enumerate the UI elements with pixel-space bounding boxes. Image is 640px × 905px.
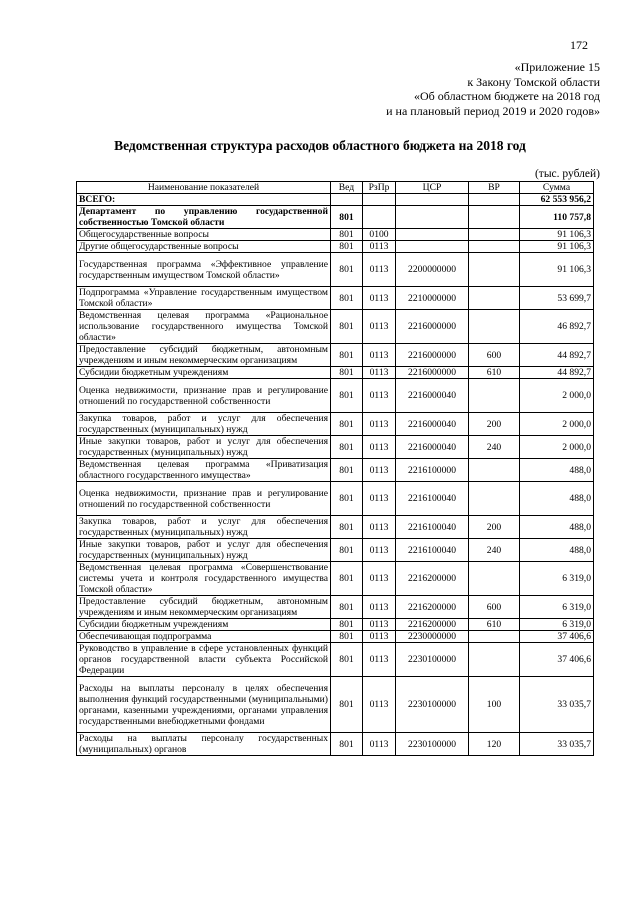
budget-table [76, 181, 594, 756]
cell-name: Расходы на выплаты персоналу в целях обеспечения выполнения функций государственными (муниципальными) органами, казенными учреждениями, органами управления государственными внебюджетными фондами [77, 677, 331, 733]
appendix-line: и на плановый период 2019 и 2020 годов» [386, 103, 600, 118]
cell-rzpr: 0100 [363, 229, 396, 241]
cell-ved: 801 [331, 344, 363, 367]
cell-name: Государственная программа «Эффективное управление государственным имуществом Томской области» [77, 253, 331, 287]
cell-vr: 600 [469, 344, 520, 367]
cell-rzpr: 0113 [363, 677, 396, 733]
cell-csr: 2216100040 [396, 516, 469, 539]
cell-vr: 120 [469, 733, 520, 756]
page-number: 172 [570, 38, 588, 52]
cell-rzpr: 0113 [363, 539, 396, 562]
appendix-line: «Об областном бюджете на 2018 год [414, 89, 600, 103]
cell-sum: 91 106,3 [520, 241, 594, 253]
cell-rzpr: 0113 [363, 413, 396, 436]
cell-ved: 801 [331, 310, 363, 344]
header-vr: ВР [469, 182, 520, 194]
cell-rzpr: 0113 [363, 596, 396, 619]
cell-vr [469, 562, 520, 596]
cell-sum: 6 319,0 [520, 596, 594, 619]
header-sum: Сумма [520, 182, 594, 194]
cell-ved: 801 [331, 413, 363, 436]
cell-csr: 2216200000 [396, 619, 469, 631]
table-row [77, 733, 594, 756]
cell-sum: 6 319,0 [520, 619, 594, 631]
table-row [77, 344, 594, 367]
cell-sum: 2 000,0 [520, 379, 594, 413]
table-row [77, 287, 594, 310]
cell-rzpr: 0113 [363, 436, 396, 459]
cell-csr: 2216100040 [396, 539, 469, 562]
cell-csr: 2216100040 [396, 482, 469, 516]
cell-ved: 801 [331, 287, 363, 310]
cell-vr: 610 [469, 619, 520, 631]
cell-rzpr: 0113 [363, 516, 396, 539]
cell-csr: 2230000000 [396, 631, 469, 643]
cell-name: Оценка недвижимости, признание прав и регулирование отношений по государственной собственности [77, 482, 331, 516]
cell-name: Ведомственная целевая программа «Рациональное использование государственного имущества Томской области» [77, 310, 331, 344]
cell-ved: 801 [331, 631, 363, 643]
cell-sum: 488,0 [520, 459, 594, 482]
table-row [77, 241, 594, 253]
cell-vr [469, 643, 520, 677]
cell-name: Расходы на выплаты персоналу государственных (муниципальных) органов [77, 733, 331, 756]
cell-sum: 46 892,7 [520, 310, 594, 344]
cell-sum: 62 553 956,2 [520, 194, 594, 206]
cell-csr: 2210000000 [396, 287, 469, 310]
cell-sum: 6 319,0 [520, 562, 594, 596]
cell-vr [469, 241, 520, 253]
cell-rzpr: 0113 [363, 253, 396, 287]
cell-vr: 200 [469, 516, 520, 539]
cell-rzpr: 0113 [363, 631, 396, 643]
cell-rzpr: 0113 [363, 344, 396, 367]
cell-name: Другие общегосударственные вопросы [77, 241, 331, 253]
cell-name: Закупка товаров, работ и услуг для обеспечения государственных (муниципальных) нужд [77, 516, 331, 539]
document-title: Ведомственная структура расходов областного бюджета на 2018 год [114, 138, 526, 153]
table-row [77, 459, 594, 482]
appendix-line: к Закону Томской области [467, 74, 600, 89]
cell-name: Департамент по управлению государственной собственностью Томской области [77, 206, 331, 229]
cell-ved [331, 194, 363, 206]
table-row [77, 194, 594, 206]
cell-csr: 2216000000 [396, 367, 469, 379]
cell-vr: 200 [469, 413, 520, 436]
header-rzpr: РзПр [363, 182, 396, 194]
cell-ved: 801 [331, 677, 363, 733]
cell-sum: 91 106,3 [520, 229, 594, 241]
cell-sum: 488,0 [520, 516, 594, 539]
table-row [77, 643, 594, 677]
cell-csr [396, 229, 469, 241]
cell-csr: 2216000040 [396, 379, 469, 413]
cell-ved: 801 [331, 516, 363, 539]
cell-ved: 801 [331, 367, 363, 379]
cell-vr [469, 194, 520, 206]
cell-name: Предоставление субсидий бюджетным, автономным учреждениям и иным некоммерческим организациям [77, 596, 331, 619]
cell-name: Субсидии бюджетным учреждениям [77, 367, 331, 379]
cell-csr [396, 241, 469, 253]
cell-ved: 801 [331, 596, 363, 619]
cell-csr: 2216100000 [396, 459, 469, 482]
cell-rzpr: 0113 [363, 562, 396, 596]
table-row [77, 482, 594, 516]
cell-sum: 488,0 [520, 539, 594, 562]
cell-rzpr: 0113 [363, 310, 396, 344]
cell-rzpr: 0113 [363, 459, 396, 482]
cell-ved: 801 [331, 229, 363, 241]
cell-sum: 91 106,3 [520, 253, 594, 287]
cell-ved: 801 [331, 379, 363, 413]
cell-rzpr: 0113 [363, 287, 396, 310]
table-row [77, 619, 594, 631]
cell-ved: 801 [331, 562, 363, 596]
cell-vr: 100 [469, 677, 520, 733]
cell-rzpr: 0113 [363, 733, 396, 756]
table-row [77, 436, 594, 459]
header-csr: ЦСР [396, 182, 469, 194]
cell-vr [469, 287, 520, 310]
cell-vr [469, 631, 520, 643]
cell-sum: 53 699,7 [520, 287, 594, 310]
header-name: Наименование показателей [77, 182, 331, 194]
cell-name: Иные закупки товаров, работ и услуг для обеспечения государственных (муниципальных) нужд [77, 539, 331, 562]
cell-rzpr: 0113 [363, 643, 396, 677]
cell-rzpr: 0113 [363, 241, 396, 253]
table-row [77, 631, 594, 643]
cell-name: Подпрограмма «Управление государственным имуществом Томской области» [77, 287, 331, 310]
cell-rzpr: 0113 [363, 482, 396, 516]
cell-sum: 2 000,0 [520, 436, 594, 459]
cell-rzpr [363, 206, 396, 229]
cell-sum: 37 406,6 [520, 631, 594, 643]
cell-ved: 801 [331, 619, 363, 631]
cell-csr: 2200000000 [396, 253, 469, 287]
cell-name: Иные закупки товаров, работ и услуг для обеспечения государственных (муниципальных) нужд [77, 436, 331, 459]
cell-ved: 801 [331, 733, 363, 756]
cell-name: Ведомственная целевая программа «Совершенствование системы учета и контроля государственного имущества Томской области» [77, 562, 331, 596]
cell-vr [469, 310, 520, 344]
cell-vr [469, 379, 520, 413]
table-row [77, 253, 594, 287]
cell-name: Предоставление субсидий бюджетным, автономным учреждениям и иным некоммерческим организациям [77, 344, 331, 367]
cell-vr [469, 482, 520, 516]
cell-sum: 37 406,6 [520, 643, 594, 677]
units-label: (тыс. рублей) [534, 168, 600, 180]
cell-name: Ведомственная целевая программа «Приватизация областного государственного имущества» [77, 459, 331, 482]
cell-vr [469, 206, 520, 229]
cell-csr: 2216000000 [396, 310, 469, 344]
cell-ved: 801 [331, 206, 363, 229]
cell-csr: 2230100000 [396, 733, 469, 756]
cell-csr [396, 206, 469, 229]
cell-ved: 801 [331, 459, 363, 482]
cell-sum: 33 035,7 [520, 733, 594, 756]
table-row [77, 229, 594, 241]
cell-csr: 2216200000 [396, 596, 469, 619]
cell-sum: 2 000,0 [520, 413, 594, 436]
table-header-row [77, 182, 594, 194]
cell-vr: 610 [469, 367, 520, 379]
table-row [77, 206, 594, 229]
cell-ved: 801 [331, 241, 363, 253]
cell-name: Закупка товаров, работ и услуг для обеспечения государственных (муниципальных) нужд [77, 413, 331, 436]
table-row [77, 367, 594, 379]
cell-sum: 44 892,7 [520, 344, 594, 367]
cell-csr: 2216000040 [396, 436, 469, 459]
cell-ved: 801 [331, 643, 363, 677]
cell-vr: 600 [469, 596, 520, 619]
cell-ved: 801 [331, 436, 363, 459]
cell-csr: 2216200000 [396, 562, 469, 596]
cell-sum: 33 035,7 [520, 677, 594, 733]
cell-csr: 2216000000 [396, 344, 469, 367]
table-row [77, 677, 594, 733]
cell-name: Руководство в управление в сфере установленных функций органов государственной власти субъекта Российской Федерации [77, 643, 331, 677]
cell-vr [469, 253, 520, 287]
cell-sum: 110 757,8 [520, 206, 594, 229]
table-row [77, 596, 594, 619]
cell-rzpr [363, 194, 396, 206]
cell-vr: 240 [469, 539, 520, 562]
table-row [77, 562, 594, 596]
cell-ved: 801 [331, 539, 363, 562]
cell-name: ВСЕГО: [77, 194, 331, 206]
cell-csr: 2230100000 [396, 643, 469, 677]
cell-csr: 2216000040 [396, 413, 469, 436]
cell-sum: 488,0 [520, 482, 594, 516]
cell-csr: 2230100000 [396, 677, 469, 733]
appendix-header [386, 60, 600, 118]
cell-sum: 44 892,7 [520, 367, 594, 379]
cell-rzpr: 0113 [363, 379, 396, 413]
cell-name: Обеспечивающая подпрограмма [77, 631, 331, 643]
cell-rzpr: 0113 [363, 367, 396, 379]
header-ved: Вед [331, 182, 363, 194]
table-row [77, 379, 594, 413]
table-body [77, 194, 594, 756]
table-row [77, 310, 594, 344]
cell-vr: 240 [469, 436, 520, 459]
cell-rzpr: 0113 [363, 619, 396, 631]
cell-name: Общегосударственные вопросы [77, 229, 331, 241]
cell-name: Субсидии бюджетным учреждениям [77, 619, 331, 631]
table-row [77, 539, 594, 562]
cell-ved: 801 [331, 482, 363, 516]
cell-csr [396, 194, 469, 206]
cell-vr [469, 229, 520, 241]
table-row [77, 516, 594, 539]
appendix-line: «Приложение 15 [514, 60, 600, 74]
cell-name: Оценка недвижимости, признание прав и регулирование отношений по государственной собственности [77, 379, 331, 413]
cell-vr [469, 459, 520, 482]
table-row [77, 413, 594, 436]
cell-ved: 801 [331, 253, 363, 287]
